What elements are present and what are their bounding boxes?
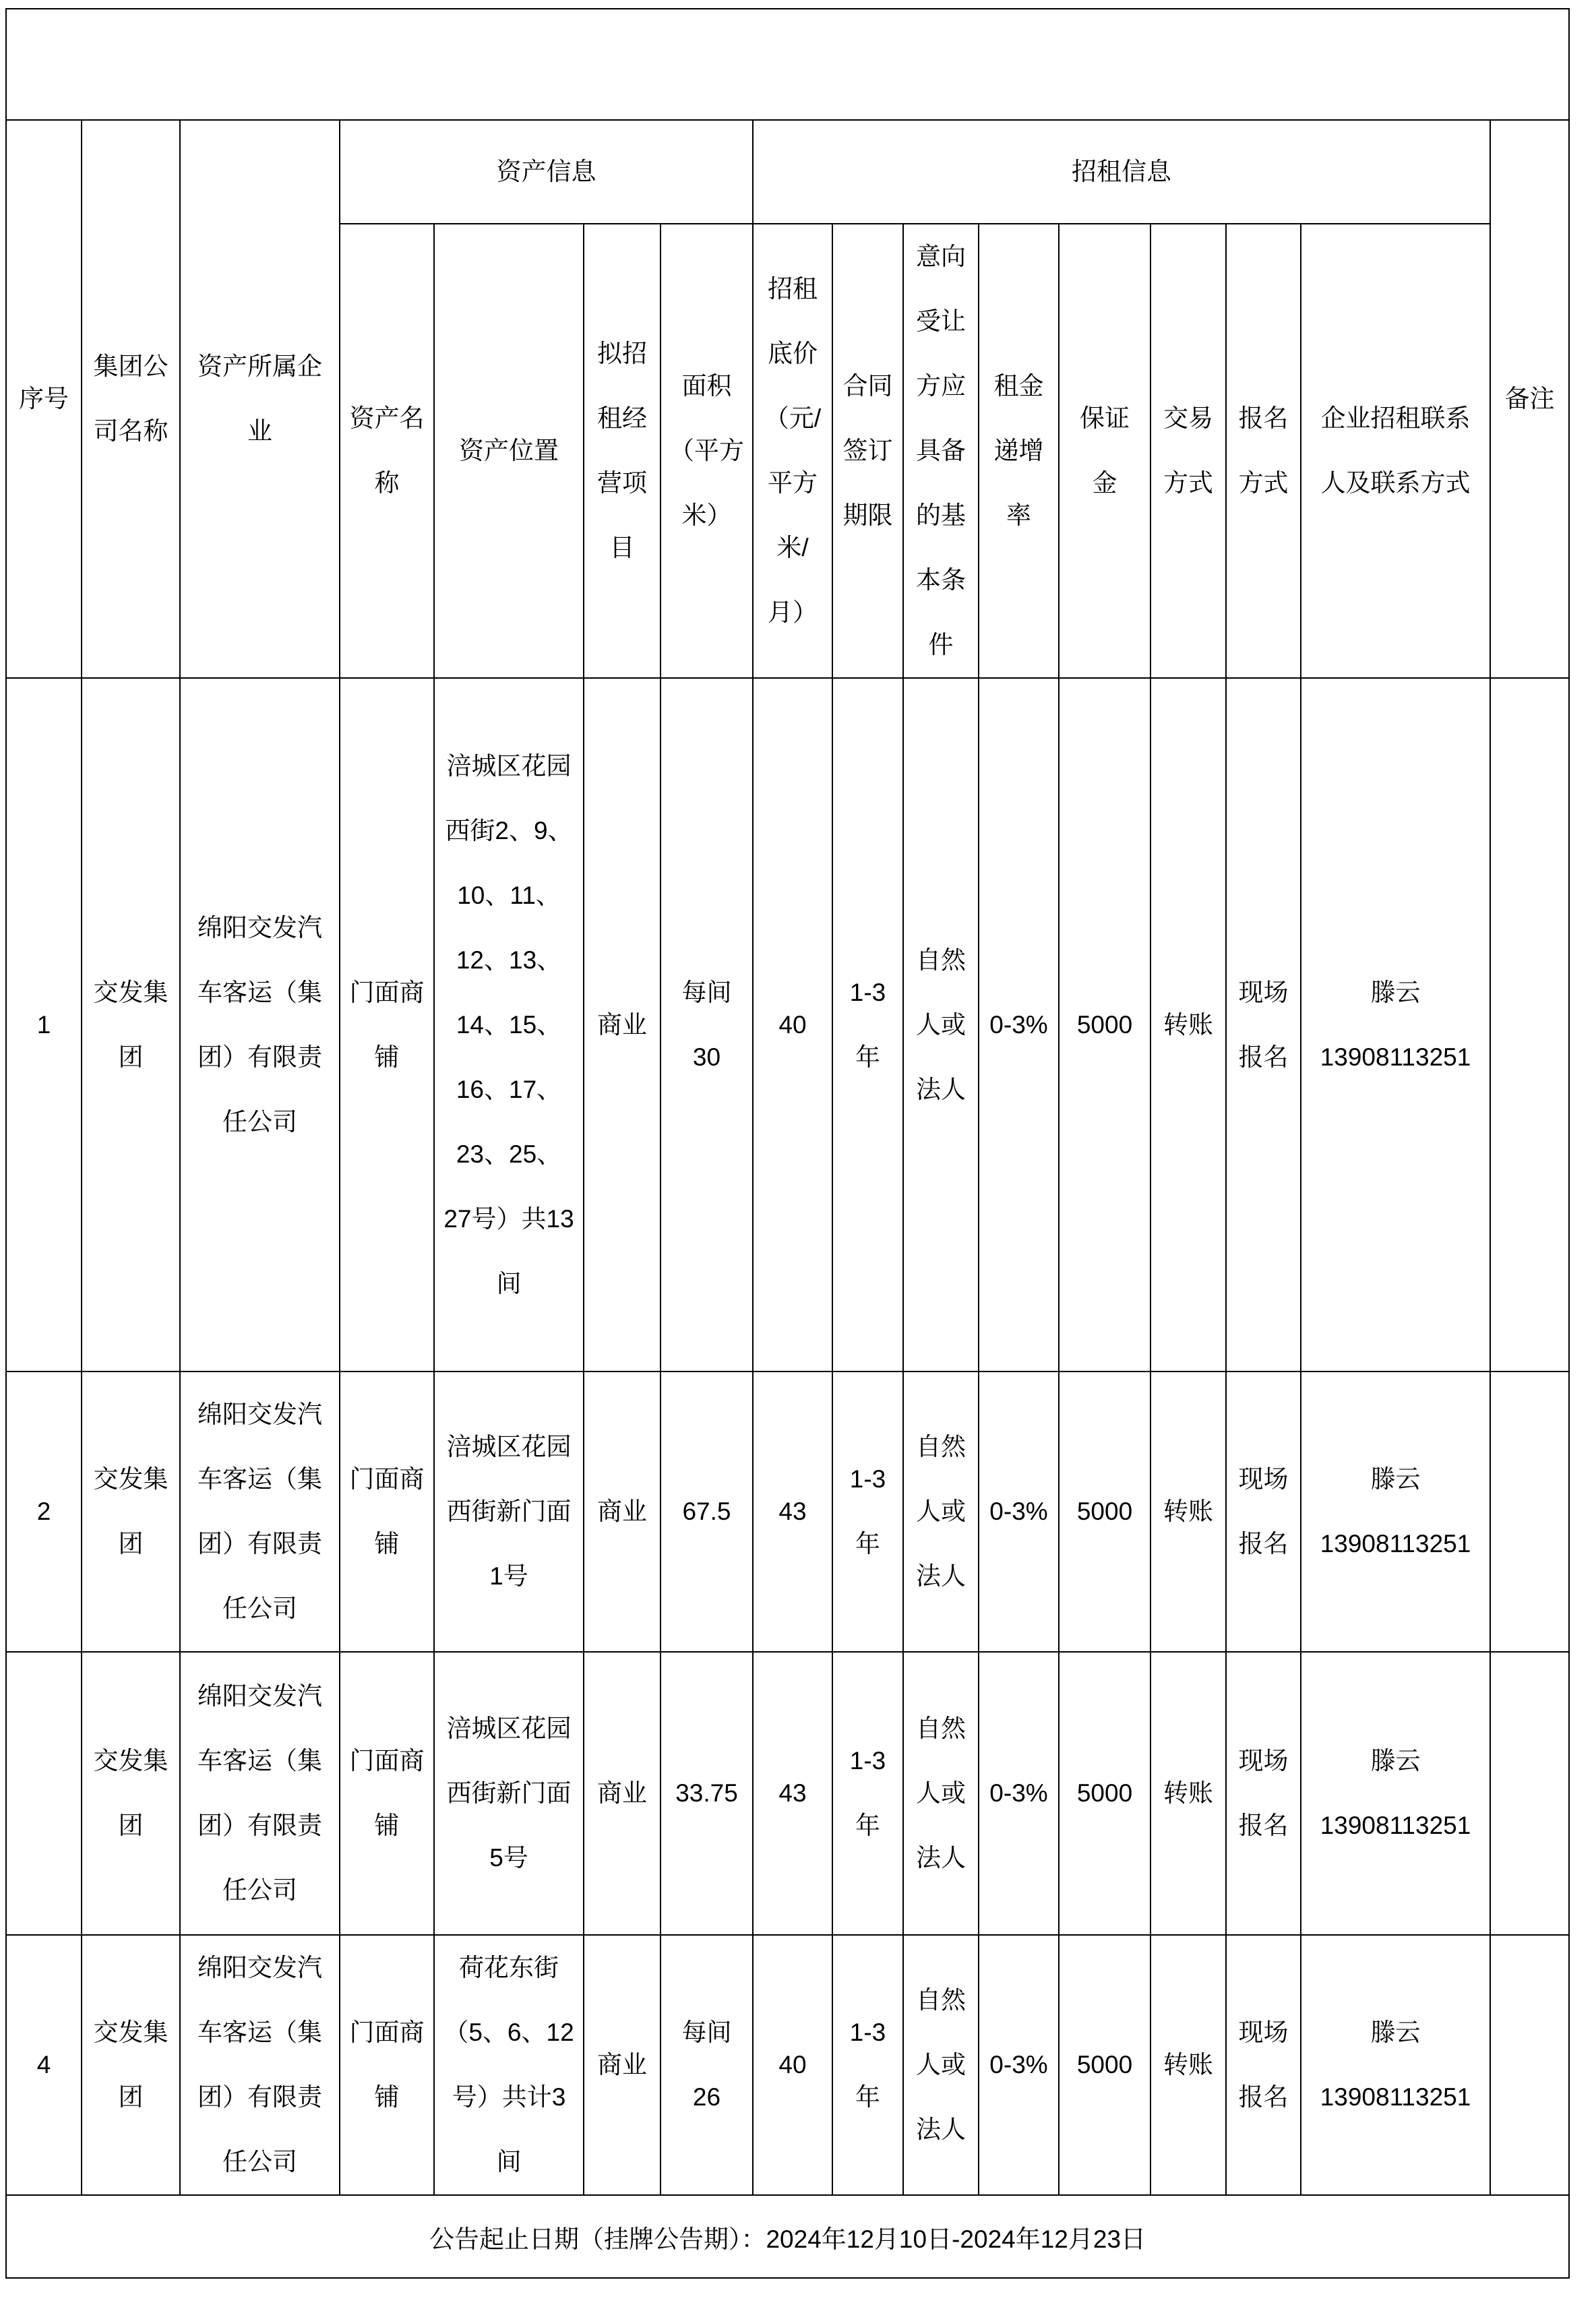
cell-business-project: 商业 [584,678,661,1372]
cell-deposit: 5000 [1059,678,1150,1372]
cell-asset-enterprise: 绵阳交发汽车客运（集团）有限责任公司 [180,1652,340,1935]
cell-contract-term: 1-3年 [832,678,903,1372]
cell-transferee-conditions: 自然人或法人 [903,678,979,1372]
cell-serial: 2 [6,1372,82,1652]
contact-phone: 13908113251 [1320,2083,1471,2111]
cell-area: 每间26 [661,1935,753,2195]
cell-contract-term: 1-3年 [832,1935,903,2195]
table-row [6,678,1569,1372]
header-group-asset-info: 资产信息 [340,120,753,224]
cell-registration-method: 现场报名 [1226,678,1301,1372]
cell-business-project: 商业 [584,1935,661,2195]
cell-group-company: 交发集团 [82,1372,180,1652]
header-serial: 序号 [6,120,82,678]
cell-deposit: 5000 [1059,1652,1150,1935]
cell-floor-price: 43 [753,1372,832,1652]
cell-asset-location: 涪城区花园西街新门面1号 [434,1372,584,1652]
header-group-company: 集团公司名称 [82,120,180,678]
cell-deposit: 5000 [1059,1935,1150,2195]
header-asset-location: 资产位置 [434,224,584,678]
contact-phone: 13908113251 [1320,1812,1471,1839]
cell-asset-name: 门面商铺 [340,1652,434,1935]
header-transferee-conditions: 意向受让方应具备的基本条件 [903,224,979,678]
cell-group-company: 交发集团 [82,678,180,1372]
footer-row [6,2195,1569,2278]
cell-remarks [1490,1935,1569,2195]
leasing-announcement-table [5,8,1570,2279]
header-remarks: 备注 [1490,120,1569,678]
cell-contact [1301,1652,1490,1935]
cell-transferee-conditions: 自然人或法人 [903,1652,979,1935]
cell-asset-location: 涪城区花园西街2、9、10、11、12、13、14、15、16、17、23、25、27号）共13间 [434,678,584,1372]
cell-serial [6,1652,82,1935]
header-asset-name: 资产名称 [340,224,434,678]
cell-transferee-conditions: 自然人或法人 [903,1372,979,1652]
cell-group-company: 交发集团 [82,1935,180,2195]
table-row [6,1652,1569,1935]
cell-asset-enterprise: 绵阳交发汽车客运（集团）有限责任公司 [180,678,340,1372]
table-row [6,1935,1569,2195]
header-floor-price: 招租底价（元/平方米/月） [753,224,832,678]
header-contact: 企业招租联系人及联系方式 [1301,224,1490,678]
top-banner-row [6,9,1569,120]
cell-rent-increase-rate: 0-3% [979,678,1059,1372]
header-group-row [6,120,1569,224]
cell-transaction-method: 转账 [1150,678,1226,1372]
header-asset-enterprise: 资产所属企业 [180,120,340,678]
cell-asset-location: 涪城区花园西街新门面5号 [434,1652,584,1935]
cell-business-project: 商业 [584,1372,661,1652]
cell-asset-enterprise: 绵阳交发汽车客运（集团）有限责任公司 [180,1935,340,2195]
cell-registration-method: 现场报名 [1226,1935,1301,2195]
header-contract-term: 合同签订期限 [832,224,903,678]
cell-area: 每间30 [661,678,753,1372]
cell-remarks [1490,1652,1569,1935]
cell-area: 33.75 [661,1652,753,1935]
table-row [6,1372,1569,1652]
cell-serial: 4 [6,1935,82,2195]
cell-business-project: 商业 [584,1652,661,1935]
header-rent-increase-rate: 租金递增率 [979,224,1059,678]
announcement-period: 公告起止日期（挂牌公告期）：2024年12月10日-2024年12月23日 [6,2195,1569,2278]
header-group-leasing-info: 招租信息 [753,120,1490,224]
cell-asset-name: 门面商铺 [340,1372,434,1652]
contact-phone: 13908113251 [1320,1043,1471,1071]
header-business-project: 拟招租经营项目 [584,224,661,678]
cell-asset-name: 门面商铺 [340,678,434,1372]
contact-name: 滕云 [1370,978,1421,1006]
cell-transaction-method: 转账 [1150,1652,1226,1935]
header-transaction-method: 交易方式 [1150,224,1226,678]
cell-contract-term: 1-3年 [832,1372,903,1652]
cell-floor-price: 40 [753,1935,832,2195]
cell-registration-method: 现场报名 [1226,1372,1301,1652]
cell-asset-name: 门面商铺 [340,1935,434,2195]
cell-rent-increase-rate: 0-3% [979,1935,1059,2195]
cell-registration-method: 现场报名 [1226,1652,1301,1935]
cell-floor-price: 40 [753,678,832,1372]
cell-asset-enterprise: 绵阳交发汽车客运（集团）有限责任公司 [180,1372,340,1652]
contact-phone: 13908113251 [1320,1530,1471,1558]
header-area: 面积（平方米） [661,224,753,678]
cell-asset-location: 荷花东街（5、6、12号）共计3间 [434,1935,584,2195]
cell-transaction-method: 转账 [1150,1372,1226,1652]
cell-group-company: 交发集团 [82,1652,180,1935]
cell-contact [1301,678,1490,1372]
cell-remarks [1490,678,1569,1372]
cell-contact [1301,1372,1490,1652]
cell-floor-price: 43 [753,1652,832,1935]
cell-transferee-conditions: 自然人或法人 [903,1935,979,2195]
cell-transaction-method: 转账 [1150,1935,1226,2195]
contact-name: 滕云 [1370,1465,1421,1493]
cell-contract-term: 1-3年 [832,1652,903,1935]
cell-contact [1301,1935,1490,2195]
cell-rent-increase-rate: 0-3% [979,1652,1059,1935]
cell-remarks [1490,1372,1569,1652]
contact-name: 滕云 [1370,2019,1421,2046]
cell-serial: 1 [6,678,82,1372]
contact-name: 滕云 [1370,1747,1421,1775]
cell-rent-increase-rate: 0-3% [979,1372,1059,1652]
header-deposit: 保证金 [1059,224,1150,678]
cell-deposit: 5000 [1059,1372,1150,1652]
top-banner-cell [6,9,1569,120]
cell-area: 67.5 [661,1372,753,1652]
header-registration-method: 报名方式 [1226,224,1301,678]
